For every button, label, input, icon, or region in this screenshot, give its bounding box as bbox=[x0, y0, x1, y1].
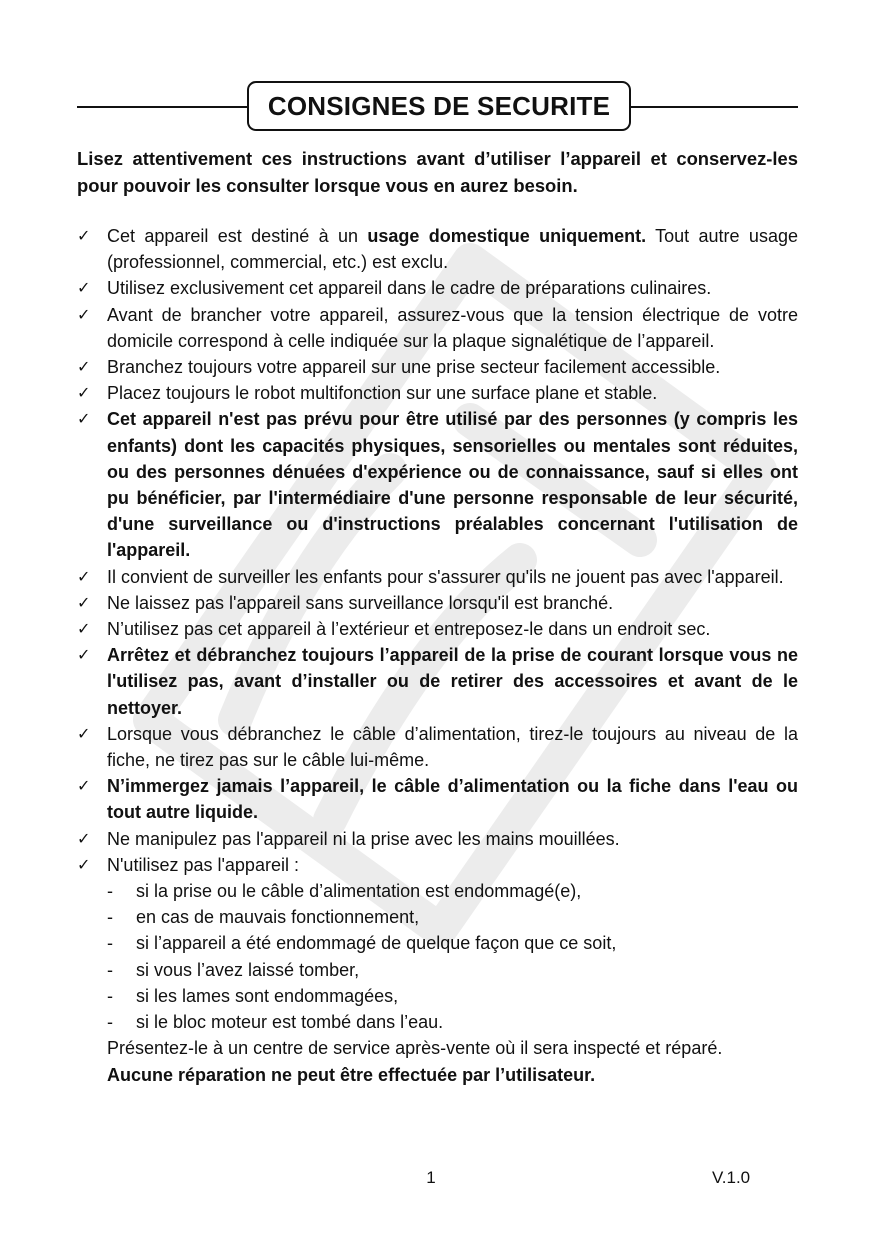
checkmark-icon: ✓ bbox=[77, 409, 91, 429]
sub-item-text: si le bloc moteur est tombé dans l’eau. bbox=[136, 1012, 444, 1033]
checkmark-icon: ✓ bbox=[77, 645, 91, 665]
checkmark-icon: ✓ bbox=[77, 854, 91, 874]
damage-conditions-group bbox=[77, 878, 798, 1035]
list-item bbox=[77, 721, 798, 773]
item-text-emphasis: usage domestique uniquement. bbox=[367, 226, 647, 246]
checkmark-icon: ✓ bbox=[77, 278, 91, 298]
checkmark-icon: ✓ bbox=[77, 226, 91, 245]
item-text: N’immergez jamais l’appareil, le câble d’alimentation ou la fiche dans l'eau ou tout autre liquide. bbox=[107, 776, 798, 823]
list-item bbox=[77, 773, 798, 825]
closing-warning: Aucune réparation ne peut être effectuée par l’utilisateur. bbox=[107, 1064, 596, 1085]
item-text: Lorsque vous débranchez le câble d’alimentation, tirez-le toujours au niveau de la fiche, ne tirez pas sur le câble lui-même. bbox=[107, 723, 798, 771]
header-rule-right bbox=[631, 106, 798, 108]
sub-item-text: si la prise ou le câble d’alimentation est endommagé(e), bbox=[136, 881, 582, 902]
dash-bullet: - bbox=[107, 907, 113, 928]
closing-paragraph bbox=[77, 1035, 798, 1087]
checkmark-icon: ✓ bbox=[77, 828, 91, 848]
sub-list-item bbox=[77, 957, 798, 983]
dash-bullet: - bbox=[107, 933, 113, 954]
document-version: V.1.0 bbox=[712, 1168, 751, 1187]
item-text: Branchez toujours votre appareil sur une prise secteur facilement accessible. bbox=[107, 357, 721, 378]
list-item bbox=[77, 590, 798, 616]
item-text: Placez toujours le robot multifonction sur une surface plane et stable. bbox=[107, 383, 658, 404]
sub-list-item bbox=[77, 878, 798, 904]
item-text: Arrêtez et débranchez toujours l’appareil de la prise de courant lorsque vous ne l'utilisez pas, avant d’installer ou de retirer des accessoires et avant de le nettoyer. bbox=[107, 645, 798, 718]
list-item bbox=[77, 826, 798, 852]
item-text-tail: Tout autre usage (professionnel, commercial, etc.) est exclu. bbox=[107, 226, 798, 273]
sub-item-text: en cas de mauvais fonctionnement, bbox=[136, 907, 420, 928]
checkmark-icon: ✓ bbox=[77, 592, 91, 612]
checkmark-icon: ✓ bbox=[77, 776, 91, 796]
list-item bbox=[77, 406, 798, 563]
page-number: 1 bbox=[426, 1168, 436, 1187]
sub-item-text: si l’appareil a été endommagé de quelque façon que ce soit, bbox=[136, 933, 617, 954]
dash-bullet: - bbox=[107, 959, 113, 980]
dash-bullet: - bbox=[107, 881, 113, 902]
item-text: Il convient de surveiller les enfants pour s'assurer qu'ils ne jouent pas avec l'appareil. bbox=[107, 566, 784, 587]
section-header bbox=[77, 81, 798, 135]
item-text: Cet appareil n'est pas prévu pour être utilisé par des personnes (y compris les enfants) dont les capacités physiques, sensorielles ou mentales sont réduites, ou des personnes dénuées d'expérience ou de connaissance, sauf si elles ont pu bénéficier, par l'intermédiaire d'une personne responsable de leur sécurité, d'une surveillance ou d'instructions préalables concernant l'utilisation de l'appareil. bbox=[107, 409, 798, 561]
list-item bbox=[77, 302, 798, 354]
safety-instructions-list bbox=[77, 223, 798, 1088]
sub-list-item bbox=[77, 904, 798, 930]
list-item bbox=[77, 564, 798, 590]
checkmark-icon: ✓ bbox=[77, 619, 91, 639]
list-item bbox=[77, 852, 798, 878]
list-item bbox=[77, 380, 798, 406]
sub-item-text: si vous l’avez laissé tomber, bbox=[136, 959, 360, 980]
checkmark-icon: ✓ bbox=[77, 357, 91, 377]
list-item bbox=[77, 616, 798, 642]
item-text: N’utilisez pas cet appareil à l’extérieur et entreposez-le dans un endroit sec. bbox=[107, 619, 711, 640]
item-text: Ne manipulez pas l'appareil ni la prise avec les mains mouillées. bbox=[107, 828, 620, 849]
sub-list-item bbox=[77, 983, 798, 1009]
sub-list-item bbox=[77, 930, 798, 956]
list-item bbox=[77, 223, 798, 275]
checkmark-icon: ✓ bbox=[77, 723, 91, 743]
list-item bbox=[77, 275, 798, 301]
sub-list-item bbox=[77, 1009, 798, 1035]
damage-conditions-list bbox=[77, 878, 798, 1035]
list-item bbox=[77, 354, 798, 380]
sub-item-text: si les lames sont endommagées, bbox=[136, 985, 399, 1006]
header-rule-left bbox=[77, 106, 247, 108]
closing-text: Présentez-le à un centre de service après-vente où il sera inspecté et réparé. bbox=[107, 1038, 723, 1059]
checkmark-icon: ✓ bbox=[77, 566, 91, 586]
item-text: Ne laissez pas l'appareil sans surveillance lorsqu'il est branché. bbox=[107, 592, 614, 613]
checkmark-icon: ✓ bbox=[77, 304, 91, 324]
list-item bbox=[77, 642, 798, 721]
item-text: N'utilisez pas l'appareil : bbox=[107, 854, 299, 875]
item-text: Utilisez exclusivement cet appareil dans le cadre de préparations culinaires. bbox=[107, 278, 712, 299]
item-text: Avant de brancher votre appareil, assurez-vous que la tension électrique de votre domicile correspond à celle indiquée sur la plaque signalétique de l’appareil. bbox=[107, 304, 798, 351]
item-text-lead: Cet appareil est destiné à un bbox=[107, 226, 368, 246]
section-title: CONSIGNES DE SECURITE bbox=[247, 81, 631, 131]
dash-bullet: - bbox=[107, 985, 113, 1006]
dash-bullet: - bbox=[107, 1012, 113, 1033]
intro-paragraph: Lisez attentivement ces instructions avant d’utiliser l’appareil et conservez-les pour pouvoir les consulter lorsque vous en aurez besoin. bbox=[77, 148, 798, 196]
checkmark-icon: ✓ bbox=[77, 383, 91, 403]
